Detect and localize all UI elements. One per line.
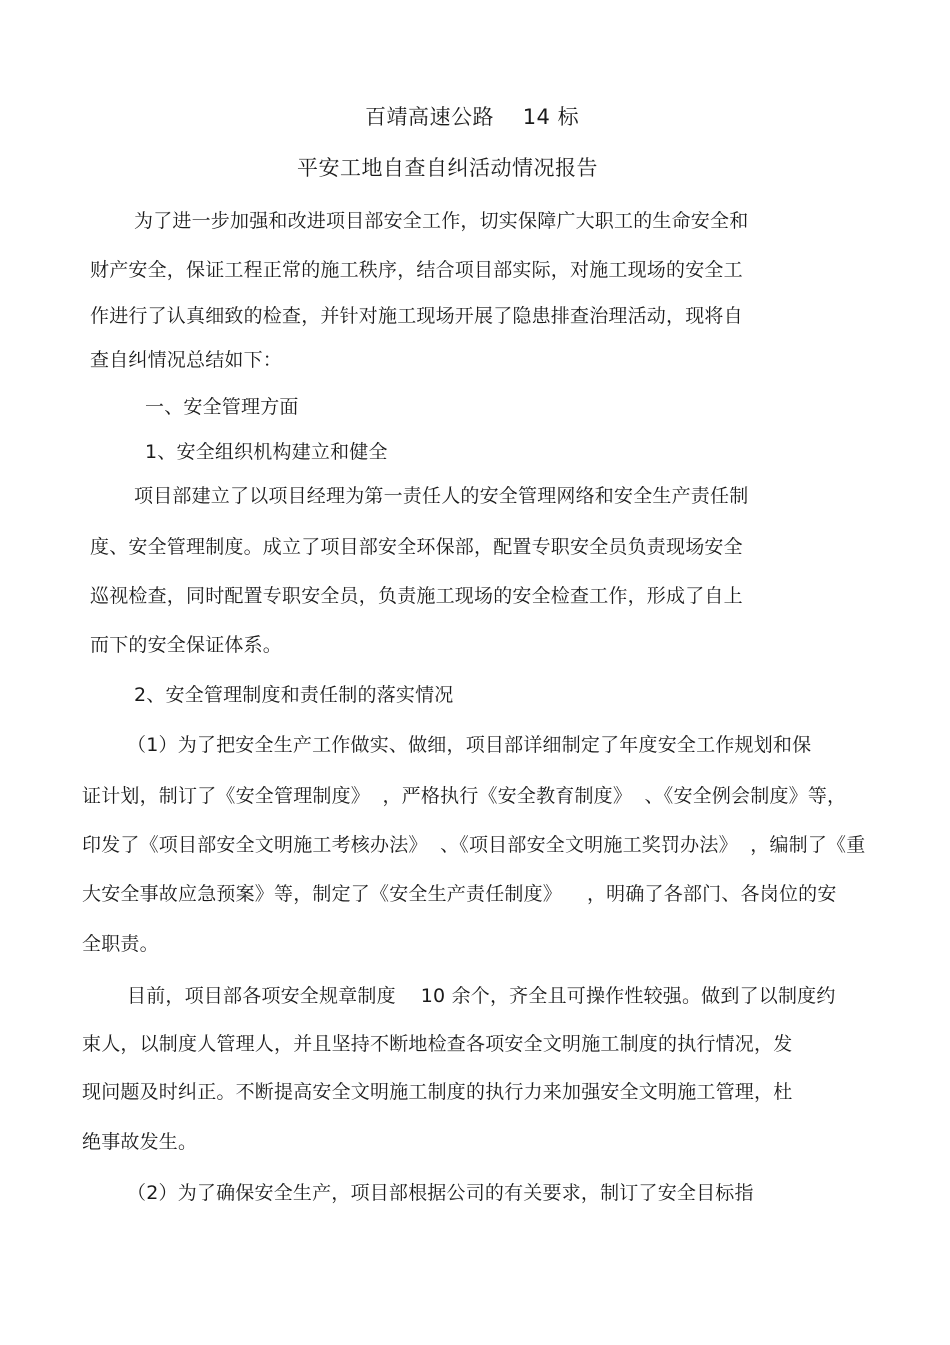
- item-1-line-2: 证计划，制订了《安全管理制度》 ，严格执行《安全教育制度》 、《安全例会制度》等，: [82, 785, 847, 807]
- subsection-2-heading: 2、安全管理制度和责任制的落实情况: [134, 684, 454, 706]
- subsection-1-heading: 1、安全组织机构建立和健全: [145, 441, 388, 463]
- current-status-line-2: 束人，以制度人管理人，并且坚持不断地检查各项安全文明施工制度的执行情况，发: [82, 1033, 793, 1055]
- section-1-heading: 一、安全管理方面: [145, 396, 299, 418]
- subsection-1-line-2: 度、安全管理制度。成立了项目部安全环保部，配置专职安全员负责现场安全: [90, 536, 743, 558]
- item-1-line-3: 印发了《项目部安全文明施工考核办法》 、《项目部安全文明施工奖罚办法》 ，编制了《重: [82, 834, 866, 856]
- current-status-line-4: 绝事故发生。: [82, 1131, 198, 1153]
- item-1-line-1: （1）为了把安全生产工作做实、做细，项目部详细制定了年度安全工作规划和保: [127, 734, 812, 756]
- current-status-line-3: 现问题及时纠正。不断提高安全文明施工制度的执行力来加强安全文明施工管理，杜: [82, 1081, 793, 1103]
- current-status-line-1: 目前，项目部各项安全规章制度 10 余个，齐全且可操作性较强。做到了以制度约: [127, 985, 836, 1007]
- subsection-1-line-1: 项目部建立了以项目经理为第一责任人的安全管理网络和安全生产责任制: [134, 485, 749, 507]
- intro-line-3: 作进行了认真细致的检查，并针对施工现场开展了隐患排查治理活动，现将自: [90, 305, 743, 327]
- intro-line-2: 财产安全，保证工程正常的施工秩序，结合项目部实际，对施工现场的安全工: [90, 259, 743, 281]
- document-title-line-2: 平安工地自查自纠活动情况报告: [297, 156, 598, 180]
- item-1-line-5: 全职责。: [82, 933, 159, 955]
- document-title-line-1: 百靖高速公路 14 标: [365, 105, 580, 129]
- intro-line-4: 查自纠情况总结如下：: [90, 349, 283, 371]
- item-1-line-4: 大安全事故应急预案》等，制定了《安全生产责任制度》 ，明确了各部门、各岗位的安: [82, 883, 837, 905]
- subsection-1-line-3: 巡视检查，同时配置专职安全员，负责施工现场的安全检查工作，形成了自上: [90, 585, 743, 607]
- subsection-1-line-4: 而下的安全保证体系。: [90, 634, 283, 656]
- item-2-line-1: （2）为了确保安全生产，项目部根据公司的有关要求，制订了安全目标指: [127, 1182, 754, 1204]
- intro-line-1: 为了进一步加强和改进项目部安全工作，切实保障广大职工的生命安全和: [134, 210, 749, 232]
